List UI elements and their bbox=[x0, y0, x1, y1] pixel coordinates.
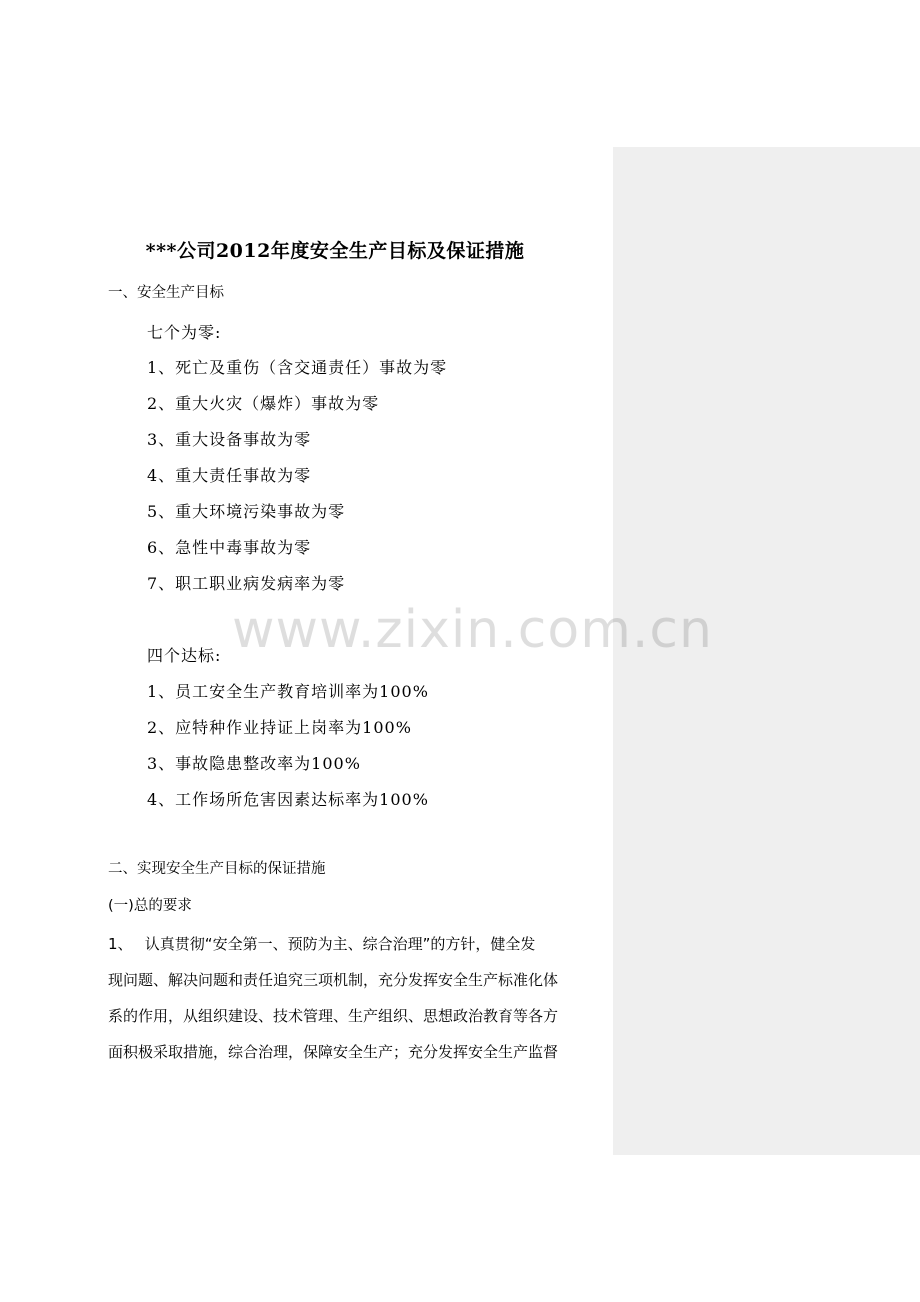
list-item: 1、员工安全生产教育培训率为100% bbox=[147, 682, 429, 701]
list-item: 6、急性中毒事故为零 bbox=[147, 538, 312, 557]
subsection-heading: (一)总的要求 bbox=[108, 898, 192, 914]
section1-heading: 一、安全生产目标 bbox=[108, 285, 224, 301]
paragraph-line: 1、 认真贯彻“安全第一、预防为主、综合治理”的方针，健全发 bbox=[108, 935, 536, 953]
document-title: ***公司2012年度安全生产目标及保证措施 bbox=[145, 240, 525, 262]
list-item: 2、重大火灾（爆炸）事故为零 bbox=[147, 394, 380, 413]
section2-heading: 二、实现安全生产目标的保证措施 bbox=[108, 861, 326, 877]
list-item: 4、重大责任事故为零 bbox=[147, 466, 312, 485]
list-item: 7、职工职业病发病率为零 bbox=[147, 574, 346, 593]
list-item: 1、死亡及重伤（含交通责任）事故为零 bbox=[147, 358, 448, 377]
list-item: 5、重大环境污染事故为零 bbox=[147, 502, 346, 521]
list-item: 3、重大设备事故为零 bbox=[147, 430, 312, 449]
watermark: www.zixin.com.cn bbox=[232, 600, 713, 660]
list-item: 2、应特种作业持证上岗率为100% bbox=[147, 718, 412, 737]
paragraph-line: 面积极采取措施，综合治理，保障安全生产；充分发挥安全生产监督 bbox=[108, 1043, 559, 1061]
list-item: 4、工作场所危害因素达标率为100% bbox=[147, 790, 429, 809]
paragraph-line: 现问题、解决问题和责任追究三项机制，充分发挥安全生产标准化体 bbox=[108, 971, 559, 989]
standards-heading: 四个达标: bbox=[147, 646, 222, 665]
list-item: 3、事故隐患整改率为100% bbox=[147, 754, 361, 773]
zero-goals-heading: 七个为零: bbox=[147, 323, 222, 342]
paragraph-line: 系的作用，从组织建设、技术管理、生产组织、思想政治教育等各方 bbox=[108, 1007, 559, 1025]
